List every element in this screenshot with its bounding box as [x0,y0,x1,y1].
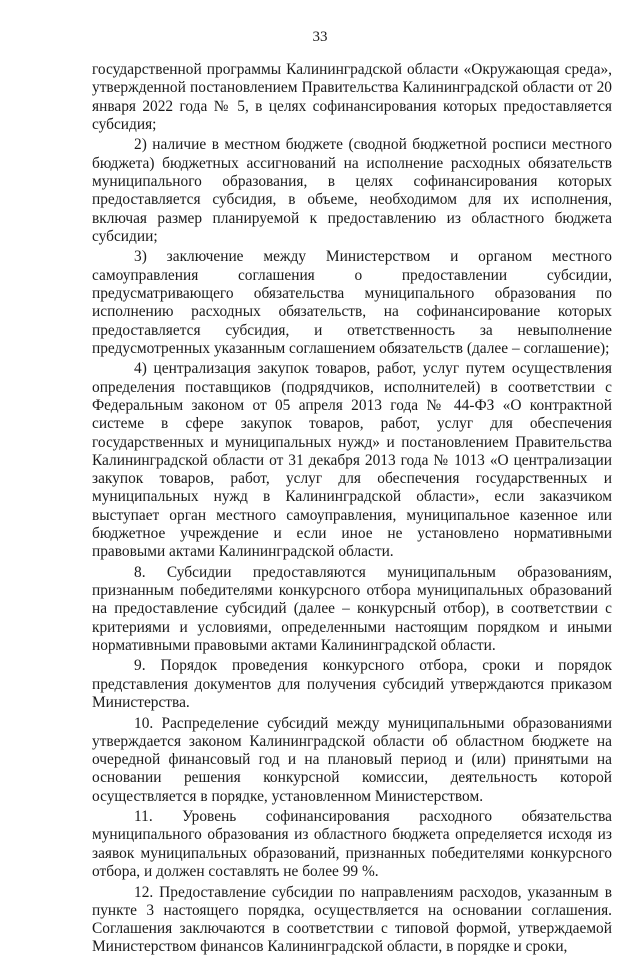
paragraph-clause-9: 9. Порядок проведения конкурсного отбора, сроки и порядок представления документов для получения субсидий утверждаются приказом Министерства. [92,657,612,712]
paragraph-item-3: 3) заключение между Министерством и органом местного самоуправления соглашения о предоставлении субсидии, предусматривающего обязательства муниципального образования по исполнению расходных обязательств, на софинансирование которых предоставляется субсидия, и ответственность за невыполнение предусмотренных указанным соглашением обязательств (далее – соглашение); [92,248,612,357]
paragraph-continuation: государственной программы Калининградской области «Окружающая среда», утвержденной постановлением Правительства Калининградской области от 20 января 2022 года № 5, в целях софинансирования которых предоставляется субсидия; [92,61,612,133]
page-number: 33 [312,29,328,45]
paragraph-item-4: 4) централизация закупок товаров, работ, услуг путем осуществления определения поставщиков (подрядчиков, исполнителей) в соответствии с Федеральным законом от 05 апреля 2013 года № 44-ФЗ «О контрактной системе в сфере закупок товаров, работ, услуг для обеспечения государственных и муниципальных нужд» и постановлением Правительства Калининградской области от 31 декабря 2013 года № 1013 «О централизации закупок товаров, работ, услуг для обеспечения государственных и муниципальных нужд в Калининградской области», если заказчиком выступает орган местного самоуправления, муниципальное казенное или бюджетное учреждение и если иное не установлено нормативными правовыми актами Калининградской области. [92,360,612,561]
document-body [92,61,612,959]
paragraph-clause-8: 8. Субсидии предоставляются муниципальным образованиям, признанным победителями конкурсного отбора муниципальных образований на предоставление субсидий (далее – конкурсный отбор), в соответствии с критериями и условиями, определенными настоящим порядком и иными нормативными правовыми актами Калининградской области. [92,563,612,654]
paragraph-clause-12: 12. Предоставление субсидии по направлениям расходов, указанным в пункте 3 настоящего порядка, осуществляется на основании соглашения. Соглашения заключаются в соответствии с типовой формой, утверждаемой Министерством финансов Калининградской области, в порядке и сроки, [92,883,612,956]
paragraph-item-2: 2) наличие в местном бюджете (сводной бюджетной росписи местного бюджета) бюджетных ассигнований на исполнение расходных обязательств муниципального образования, в целях софинансирования которых предоставляется субсидия, в объеме, необходимом для их исполнения, включая размер планируемой к предоставлению из областного бюджета субсидии; [92,136,612,245]
paragraph-clause-10: 10. Распределение субсидий между муниципальными образованиями утверждается законом Калининградской области об областном бюджете на очередной финансовый год и на плановый период и (или) принятыми на основании решения конкурсной комиссии, деятельность которой осуществляется в порядке, установленном Министерством. [92,714,612,805]
paragraph-clause-11: 11. Уровень софинансирования расходного обязательства муниципального образования из областного бюджета определяется исходя из заявок муниципальных образований, признанных победителями конкурсного отбора, и должен составлять не более 99 %. [92,808,612,881]
